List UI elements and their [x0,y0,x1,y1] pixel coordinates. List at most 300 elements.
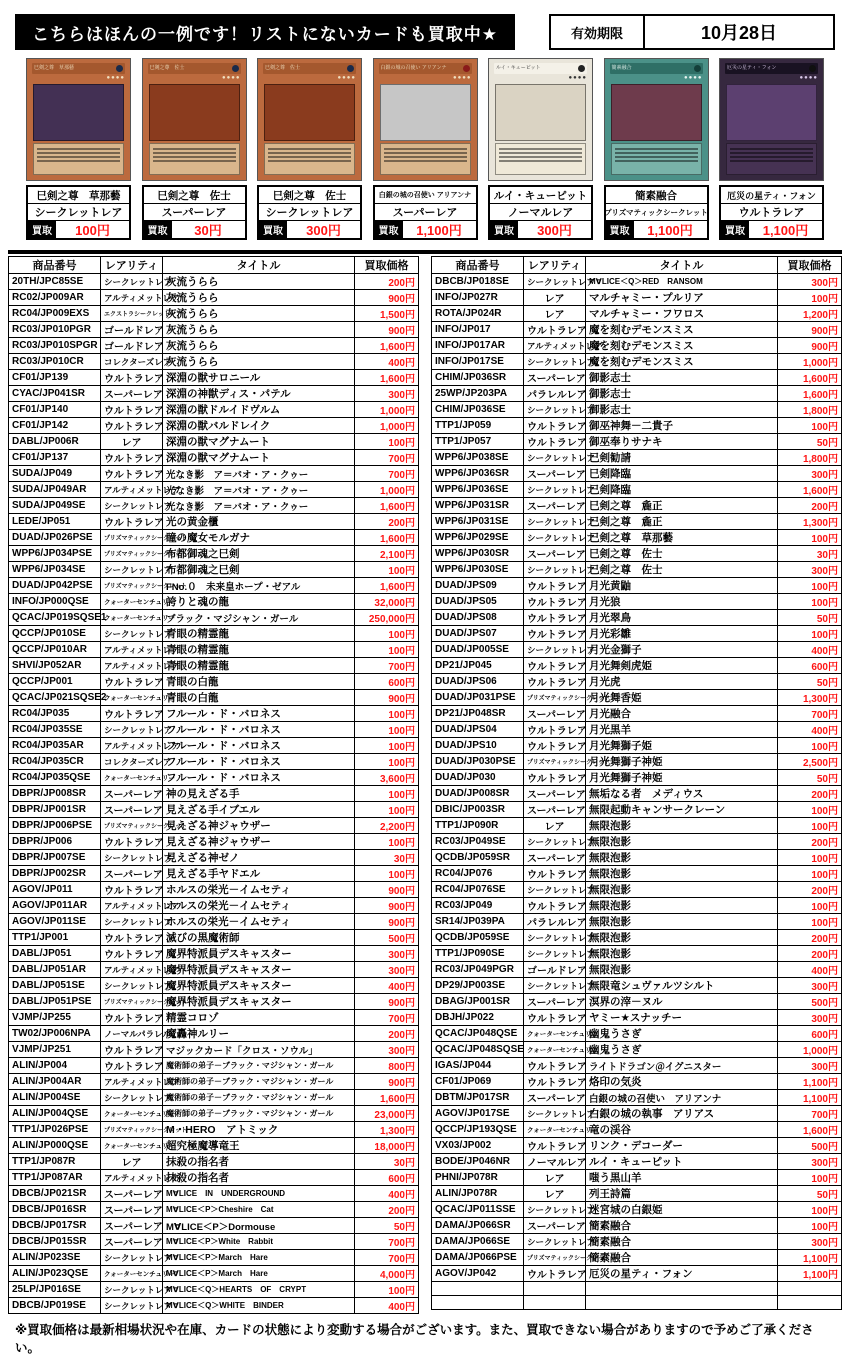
product-code: DBPR/JP001SR [9,802,101,818]
table-row [432,1218,842,1234]
card-price-row [490,221,591,238]
buyback-price: 100円 [778,530,842,546]
table-row [9,1122,419,1138]
product-code: WPP6/JP030SE [432,562,524,578]
buyback-price: 300円 [778,1058,842,1074]
rarity: シークレットレア [101,498,163,514]
product-code: PHNI/JP078R [432,1170,524,1186]
buyback-price: 100円 [778,594,842,610]
title: 魔術師の弟子－ブラック・マジシャン・ガール [163,1090,355,1106]
buyback-price: 30円 [355,1154,419,1170]
table-row [432,1250,842,1266]
title: マジックカード「クロス・ソウル」 [163,1042,355,1058]
rarity: シークレットレア [101,1298,163,1314]
rarity: スーパーレア [524,786,586,802]
title: 巳剣降臨 [586,482,778,498]
title: 迷宮城の白銀姫 [586,1202,778,1218]
title: 深淵の獣マグナムート [163,434,355,450]
buy-tag: 買取 [606,221,634,238]
buyback-price: 500円 [355,930,419,946]
title: M∀LICE＜P＞White Rabbit [163,1234,355,1250]
table-row [9,610,419,626]
rarity: ウルトラレア [524,322,586,338]
title: 嗤う黒山羊 [586,1170,778,1186]
title: 巳剣之尊 佐士 [586,562,778,578]
table-row [432,1090,842,1106]
table-row [432,1010,842,1026]
product-code [432,1282,524,1296]
col-header-title: タイトル [163,257,355,274]
table-row [9,962,419,978]
product-code: WPP6/JP031SR [432,498,524,514]
product-code: RC03/JP010PGR [9,322,101,338]
title: 幽鬼うさぎ [586,1042,778,1058]
buyback-price: 500円 [778,1138,842,1154]
card-text-box [380,143,471,175]
rarity: プリズマティックシークレット [101,994,163,1010]
product-code: DUAD/JP031PSE [432,690,524,706]
rarity: ウルトラレア [524,674,586,690]
rarity: シークレットレア [524,930,586,946]
table-row [432,386,842,402]
product-code: DBAG/JP001SR [432,994,524,1010]
title: ホルスの栄光－イムセティ [163,898,355,914]
product-code: DABL/JP051SE [9,978,101,994]
table-row [9,386,419,402]
rarity: スーパーレア [524,802,586,818]
product-code: INFO/JP027R [432,290,524,306]
buyback-price: 1,600円 [778,386,842,402]
buyback-price: 1,000円 [355,418,419,434]
title: 月光舞剣虎姫 [586,658,778,674]
table-row [9,338,419,354]
card-rarity: スーパーレア [144,204,245,221]
table-row [9,1026,419,1042]
table-row [432,1138,842,1154]
table-header-row [9,257,419,274]
table-row [9,594,419,610]
rarity: ウルトラレア [101,450,163,466]
rarity: シークレットレア [101,274,163,290]
title: ライトドラゴン＠イグニスター [586,1058,778,1074]
buyback-price: 200円 [355,1026,419,1042]
product-code: DABL/JP006R [9,434,101,450]
card-attribute-orb-icon [809,65,816,72]
buyback-price: 4,000円 [355,1266,419,1282]
rarity: クォーターセンチュリー [101,770,163,786]
product-code: ALIN/JP004AR [9,1074,101,1090]
buyback-price: 500円 [778,994,842,1010]
rarity: レア [101,434,163,450]
buyback-price: 1,300円 [778,690,842,706]
product-code: RC03/JP049PGR [432,962,524,978]
title: 無限泡影 [586,850,778,866]
rarity: スーパーレア [101,866,163,882]
product-code: ALIN/JP004SE [9,1090,101,1106]
card-name: 白銀の城の召使い アリアンナ [375,187,476,204]
table-row [432,866,842,882]
title: 月光虎 [586,674,778,690]
rarity: ゴールドレア [101,338,163,354]
buyback-price: 100円 [355,706,419,722]
rarity: パラレルレア [524,386,586,402]
product-code: AGOV/JP011 [9,882,101,898]
buyback-price: 50円 [778,610,842,626]
table-row [9,370,419,386]
buyback-price: 300円 [778,1234,842,1250]
title: 無限泡影 [586,962,778,978]
buyback-price: 23,000円 [355,1106,419,1122]
buyback-price: 1,600円 [355,578,419,594]
buyback-price: 600円 [355,1170,419,1186]
title: 滅びの黒魔術師 [163,930,355,946]
featured-card [142,58,247,240]
card-text-box [149,143,240,175]
product-code: ALIN/JP023SE [9,1250,101,1266]
buyback-price: 400円 [778,642,842,658]
buyback-price: 400円 [778,722,842,738]
card-level-stars: ●●●● [568,75,587,81]
table-row [432,354,842,370]
card-name: 巳剣之尊 草那藝 [28,187,129,204]
buy-tag: 買取 [28,221,56,238]
rarity: ウルトラレア [101,418,163,434]
buyback-price: 2,200円 [355,818,419,834]
title: 見えざる手イブエル [163,802,355,818]
rarity: クォーターセンチュリー [101,594,163,610]
rarity: ウルトラレア [524,866,586,882]
buyback-price: 100円 [778,578,842,594]
product-code: INFO/JP017AR [432,338,524,354]
table-row [9,1010,419,1026]
product-code: AGOV/JP011SE [9,914,101,930]
table-row [9,418,419,434]
buyback-price: 100円 [355,738,419,754]
product-code: DBCB/JP017SR [9,1218,101,1234]
table-row [9,1250,419,1266]
card-info-box [373,185,478,240]
table-row [9,1234,419,1250]
card-rarity: シークレットレア [28,204,129,221]
table-row [9,1090,419,1106]
table-row [9,898,419,914]
product-code: TTP1/JP026PSE [9,1122,101,1138]
product-code: SUDA/JP049AR [9,482,101,498]
buyback-price: 700円 [355,658,419,674]
product-code: DBCB/JP021SR [9,1186,101,1202]
rarity: シークレットレア [101,1282,163,1298]
buyback-price: 1,200円 [778,306,842,322]
featured-card [26,58,131,240]
product-code: DUAD/JPS09 [432,578,524,594]
card-artwork [726,84,817,141]
col-header-rarity: レアリティ [101,257,163,274]
title: 魔術師の弟子－ブラック・マジシャン・ガール [163,1058,355,1074]
table-row [9,882,419,898]
rarity: スーパーレア [101,1186,163,1202]
title: 魔を刻むデモンスミス [586,322,778,338]
buyback-price: 700円 [355,1234,419,1250]
title: 白銀の城の召使い アリアンナ [586,1090,778,1106]
rarity: ウルトラレア [101,834,163,850]
rarity: ウルトラレア [524,594,586,610]
table-row [432,738,842,754]
rarity: スーパーレア [524,466,586,482]
rarity: アルティメットレア [101,658,163,674]
card-attribute-orb-icon [232,65,239,72]
title: 青眼の白龍 [163,690,355,706]
title: 青眼の白龍 [163,674,355,690]
buyback-price: 100円 [778,290,842,306]
product-code: DUAD/JP026PSE [9,530,101,546]
card-level-stars: ●●●● [106,75,125,81]
buyback-price: 200円 [778,882,842,898]
header-row [15,14,835,50]
product-code: DBIC/JP003SR [432,802,524,818]
rarity: クォーターセンチュリー [101,690,163,706]
table-row [9,978,419,994]
title: 巳剣降臨 [586,466,778,482]
product-code: ALIN/JP004QSE [9,1106,101,1122]
rarity: クォーターセンチュリー [101,610,163,626]
rarity: ウルトラレア [101,370,163,386]
buyback-price: 200円 [355,514,419,530]
rarity: ウルトラレア [101,882,163,898]
rarity: ウルトラレア [101,1042,163,1058]
card-price-row [259,221,360,238]
rarity [524,1282,586,1296]
table-row [9,722,419,738]
product-code: TW02/JP006NPA [9,1026,101,1042]
product-code: QCAC/JP048QSE [432,1026,524,1042]
card-info-box [257,185,362,240]
rarity: アルティメットレア [101,1074,163,1090]
title: ホルスの栄光－イムセティ [163,914,355,930]
buyback-price: 100円 [355,642,419,658]
rarity: スーパーレア [101,1218,163,1234]
product-code: DUAD/JPS06 [432,674,524,690]
title: フルール・ド・バロネス [163,706,355,722]
buyback-price: 200円 [778,498,842,514]
buyback-price: 100円 [355,722,419,738]
table-row [432,754,842,770]
product-code: RC04/JP076 [432,866,524,882]
buyback-price: 100円 [355,562,419,578]
table-row [9,626,419,642]
buyback-price: 900円 [355,994,419,1010]
table-row [9,546,419,562]
product-code: RC04/JP035QSE [9,770,101,786]
rarity: ウルトラレア [101,466,163,482]
title: 神の見えざる手 [163,786,355,802]
table-row [9,402,419,418]
product-code: DBCB/JP016SR [9,1202,101,1218]
buyback-price: 250,000円 [355,610,419,626]
product-code: RC04/JP035 [9,706,101,722]
buyback-price: 1,600円 [355,1090,419,1106]
card-info-box [719,185,824,240]
card-name: 巳剣之尊 佐士 [144,187,245,204]
card-image [719,58,824,181]
rarity: ウルトラレア [101,514,163,530]
title: 光なき影 ア＝バオ・ア・クゥー [163,498,355,514]
rarity: スーパーレア [101,1202,163,1218]
product-code: DUAD/JP008SR [432,786,524,802]
buyback-price: 100円 [355,754,419,770]
product-code: DAMA/JP066SR [432,1218,524,1234]
product-code: LEDE/JP051 [9,514,101,530]
product-code: RC04/JP035CR [9,754,101,770]
title [586,1282,778,1296]
product-code: BODE/JP046NR [432,1154,524,1170]
buyback-price: 3,600円 [355,770,419,786]
buyback-price: 100円 [778,418,842,434]
product-code: CF01/JP139 [9,370,101,386]
rarity: シークレットレア [524,1202,586,1218]
title: ブラック・マジシャン・ガール [163,610,355,626]
buyback-price: 1,100円 [778,1090,842,1106]
title: 魔術師の弟子－ブラック・マジシャン・ガール [163,1074,355,1090]
table-row [432,1154,842,1170]
product-code: TTP1/JP090SE [432,946,524,962]
table-row [432,1234,842,1250]
product-code: AGOV/JP017SE [432,1106,524,1122]
title: 月光舞獅子神姫 [586,754,778,770]
rarity: シークレットレア [524,354,586,370]
rarity: クォーターセンチュリー [524,1042,586,1058]
table-row [432,610,842,626]
title: 月光舞獅子姫 [586,738,778,754]
product-code: CF01/JP069 [432,1074,524,1090]
product-code: QCAC/JP011SSE [432,1202,524,1218]
buyback-price: 100円 [778,914,842,930]
card-rarity: スーパーレア [375,204,476,221]
card-image-name-bar: ルイ・キューピット [494,63,587,74]
buyback-price: 700円 [355,1250,419,1266]
rarity: ウルトラレア [101,930,163,946]
rarity: ウルトラレア [524,434,586,450]
product-code: DBCB/JP015SR [9,1234,101,1250]
card-image-name-bar: 厄災の星ティ・フォン [725,63,818,74]
product-code: SR14/JP039PA [432,914,524,930]
table-row [9,770,419,786]
rarity: ノーマルレア [524,1154,586,1170]
product-code: INFO/JP017SE [432,354,524,370]
card-artwork [264,84,355,141]
title: ホルスの栄光－イムセティ [163,882,355,898]
product-code: DUAD/JP030PSE [432,754,524,770]
product-code: QCCP/JP001 [9,674,101,690]
table-row [9,434,419,450]
table-row [9,530,419,546]
title: 溟界の滓－ヌル [586,994,778,1010]
title: 深淵の神獣ディス・パテル [163,386,355,402]
rarity: レア [101,1154,163,1170]
buyback-price: 300円 [778,1010,842,1026]
buyback-price: 100円 [778,866,842,882]
buyback-price: 18,000円 [355,1138,419,1154]
product-code: DUAD/JP005SE [432,642,524,658]
title: マルチャミー・フワロス [586,306,778,322]
table-row [9,354,419,370]
product-code: ALIN/JP078R [432,1186,524,1202]
buyback-price: 1,600円 [355,338,419,354]
table-row [9,1298,419,1314]
card-price: 1,100円 [647,223,693,238]
rarity: シークレットレア [101,1250,163,1266]
buyback-price: 900円 [778,338,842,354]
rarity: スーパーレア [524,370,586,386]
product-code: DABL/JP051 [9,946,101,962]
title: M・HERO アトミック [163,1122,355,1138]
rarity: シークレットレア [524,978,586,994]
buyback-price: 400円 [355,1298,419,1314]
rarity: パラレルレア [524,914,586,930]
product-code: RC03/JP010CR [9,354,101,370]
table-row [432,466,842,482]
title: 厄災の星ティ・フォン [586,1266,778,1282]
table-row [9,754,419,770]
rarity: レア [524,1170,586,1186]
buyback-price: 100円 [778,626,842,642]
table-row [9,930,419,946]
table-row [432,850,842,866]
table-row [9,562,419,578]
rarity: スーパーレア [524,546,586,562]
product-code: WPP6/JP029SE [432,530,524,546]
product-code: CF01/JP142 [9,418,101,434]
card-text-box [33,143,124,175]
rarity: シークレットレア [524,834,586,850]
product-code: IGAS/JP044 [432,1058,524,1074]
buyback-price: 800円 [355,1058,419,1074]
product-code: DP21/JP048SR [432,706,524,722]
card-rarity: プリズマティックシークレット [606,204,707,221]
table-row [9,658,419,674]
product-code: ALIN/JP023QSE [9,1266,101,1282]
title: 月光彩雛 [586,626,778,642]
title: 御影志士 [586,370,778,386]
table-row [9,1186,419,1202]
buyback-price: 1,500円 [355,306,419,322]
buyback-price: 600円 [778,1026,842,1042]
title: 簡素融合 [586,1218,778,1234]
card-text-box [726,143,817,175]
rarity: レア [524,1186,586,1202]
rarity: アルティメットレア [101,1170,163,1186]
col-header-title: タイトル [586,257,778,274]
buyback-price: 1,000円 [355,482,419,498]
rarity: ウルトラレア [524,770,586,786]
title: 灰流うらら [163,306,355,322]
product-code: QCAC/JP019SQSE1 [9,610,101,626]
table-row [9,1266,419,1282]
title: 魔界特派員デスキャスター [163,946,355,962]
title: 簡素融合 [586,1250,778,1266]
table-row [432,1042,842,1058]
rarity: アルティメットレア [101,962,163,978]
product-code: DAMA/JP066PSE [432,1250,524,1266]
card-image [26,58,131,181]
buyback-price: 100円 [778,850,842,866]
buyback-price: 300円 [778,466,842,482]
card-image [257,58,362,181]
product-code: VJMP/JP255 [9,1010,101,1026]
card-price-row [28,221,129,238]
price-table-right [431,256,842,1310]
col-header-price: 買取価格 [355,257,419,274]
table-row [9,322,419,338]
